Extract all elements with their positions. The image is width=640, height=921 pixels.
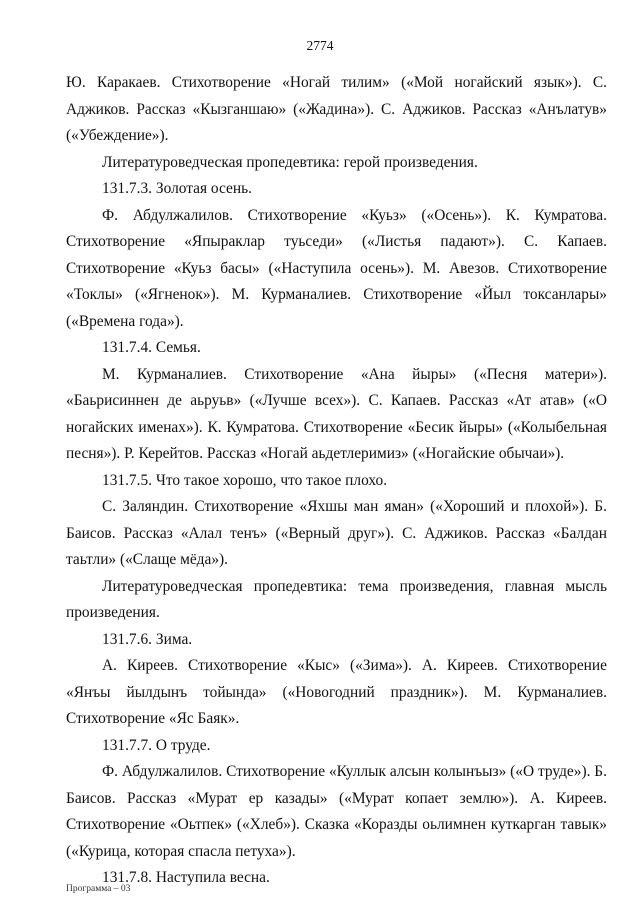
section-heading: 131.7.7. О труде. [102, 736, 211, 754]
section-heading: 131.7.3. Золотая осень. [102, 180, 252, 197]
section-heading: 131.7.4. Семья. [102, 339, 201, 356]
page-footer: Программа – 03 [66, 884, 131, 894]
paragraph: Литературоведческая пропедевтика: герой произведения. [102, 153, 478, 171]
page-number: 2774 [306, 38, 334, 53]
section-heading: 131.7.6. Зима. [102, 630, 193, 648]
paragraph: М. Курманалиев. Стихотворение «Ана йыры» («Песня матери»). «Баьрисиннен де аьруьв» («Лучше всех»). С. Капаев. Рассказ «Ат атав» («О ногайских именах»). К. Кумратова. Стихотворение «Бесик йыры» («Колыбельная песня»). Р. Керейтов. Рассказ «Ногай аьдетлеримиз» («Ногайские обычаи»). [66, 365, 607, 462]
paragraph: Ю. Каракаев. Стихотворение «Ногай тилим» («Мой ногайский язык»). С. Аджиков. Рассказ «Кызганшаю» («Жадина»). С. Аджиков. Рассказ «Анълатув» («Убеждение»). [66, 74, 607, 144]
section-heading: 131.7.8. Наступила весна. [102, 869, 270, 886]
paragraph: Ф. Абдулжалилов. Стихотворение «Куьз» («Осень»). К. Кумратова. Стихотворение «Япыраклар туьседи» («Листья падают»). С. Капаев. Стихотворение «Куьз басы» («Наступила осень»). М. Авезов. Стихотворение «Токлы» («Ягненок»). М. Курманалиев. Стихотворение «Йыл токсанлары» («Времена года»). [66, 206, 607, 330]
paragraph: А. Киреев. Стихотворение «Кыс» («Зима»). А. Киреев. Стихотворение «Янъы йылдынъ тойында» («Новогодний праздник»). М. Курманалиев. Стихотворение «Яс Баяк». [66, 657, 607, 727]
document-body [66, 70, 607, 892]
section-heading: 131.7.5. Что такое хорошо, что такое плохо. [102, 471, 388, 489]
paragraph: Литературоведческая пропедевтика: тема произведения, главная мысль произведения. [66, 577, 607, 621]
paragraph: Ф. Абдулжалилов. Стихотворение «Куллык алсын колынъыз» («О труде»). Б. Баисов. Рассказ «Мурат ер казады» («Мурат копает землю»). А. Киреев. Стихотворение «Оьтпек» («Хлеб»). Сказка «Коразды оьлимнен куткарган тавык» («Курица, которая спасла петуха»). [66, 763, 607, 860]
paragraph: С. Заляндин. Стихотворение «Яхшы ман яман» («Хороший и плохой»). Б. Баисов. Рассказ «Алал тенъ» («Верный друг»). С. Аджиков. Рассказ «Балдан таьтли» («Слаще мёда»). [66, 498, 607, 568]
